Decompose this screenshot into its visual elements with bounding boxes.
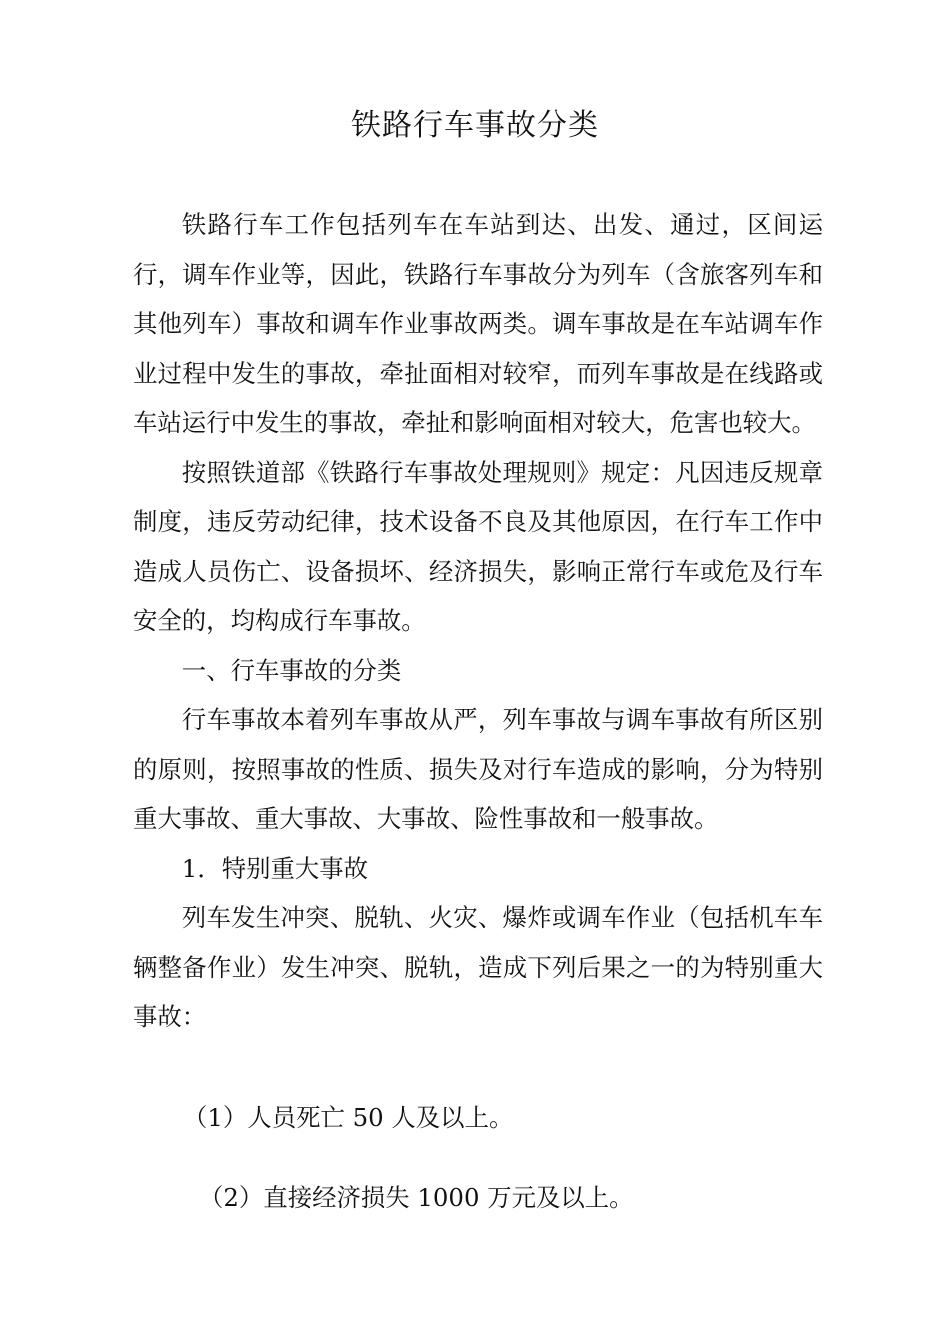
list-item-deaths: （1）人员死亡 50 人及以上。 [183, 1103, 514, 1132]
paragraph-regulation: 按照铁道部《铁路行车事故处理规则》规定：凡因违反规章制度，违反劳动纪律，技术设备不良及其他原因，在行车工作中造成人员伤亡、设备损坏、经济损失，影响正常行车或危及行车安全的，均构成行车事故。 [133, 457, 823, 635]
section-heading-classification: 一、行车事故的分类 [181, 655, 402, 685]
document-title: 铁路行车事故分类 [351, 108, 599, 143]
paragraph-classification: 行车事故本着列车事故从严，列车事故与调车事故有所区别的原则，按照事故的性质、损失及对行车造成的影响，分为特别重大事故、重大事故、大事故、险性事故和一般事故。 [133, 705, 823, 833]
subsection-heading-major-accident: 1．特别重大事故 [181, 853, 369, 883]
document-body [133, 200, 823, 1042]
paragraph-major-accident: 列车发生冲突、脱轨、火灾、爆炸或调车作业（包括机车车辆整备作业）发生冲突、脱轨，造成下列后果之一的为特别重大事故： [133, 903, 823, 1031]
list-item-economic-loss: （2）直接经济损失 1000 万元及以上。 [199, 1183, 634, 1212]
paragraph-intro: 铁路行车工作包括列车在车站到达、出发、通过，区间运行，调车作业等，因此，铁路行车事故分为列车（含旅客列车和其他列车）事故和调车作业事故两类。调车事故是在车站调车作业过程中发生的事故，牵扯面相对较窄，而列车事故是在线路或车站运行中发生的事故，牵扯和影响面相对较大，危害也较大。 [133, 210, 823, 437]
